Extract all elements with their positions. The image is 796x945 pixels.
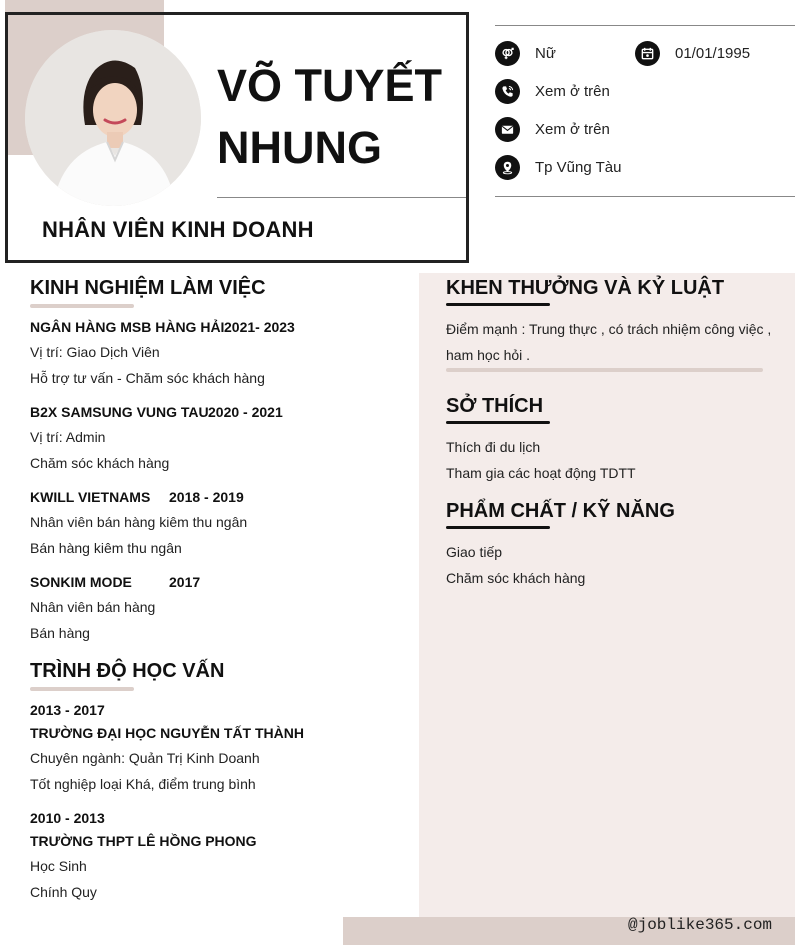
phone-row [495,79,610,104]
awards-title: KHEN THƯỞNG VÀ KỶ LUẬT [446,277,725,299]
skill-item: Chăm sóc khách hàng [446,570,586,586]
gender-row [495,41,556,66]
awards-text: Điểm mạnh : Trung thực , có trách nhiệm công việc , ham học hỏi . [446,321,772,363]
hobbies-title-underline [446,421,550,424]
email-row [495,117,610,142]
info-divider-bottom [495,196,795,197]
exp-company: B2X SAMSUNG VUNG TAU [30,404,209,420]
location-icon [495,155,520,180]
education-title: TRÌNH ĐỘ HỌC VẤN [30,660,225,682]
gender-icon [495,41,520,66]
name-divider [217,197,466,198]
exp-company: NGÂN HÀNG MSB HÀNG HẢI [30,319,225,335]
exp-period: 2017 [169,574,201,590]
email-value: Xem ở trên [535,121,610,138]
hobby-item: Tham gia các hoạt động TDTT [446,465,636,481]
exp-line: Bán hàng [30,625,90,641]
email-icon [495,117,520,142]
exp-line: Nhân viên bán hàng [30,599,156,615]
edu-line: Học Sinh [30,858,87,874]
phone-icon [495,79,520,104]
exp-period: 2018 - 2019 [169,489,244,505]
edu-school: TRƯỜNG ĐẠI HỌC NGUYỄN TẤT THÀNH [30,725,304,741]
skills-title-underline [446,526,550,529]
candidate-name-line1: VÕ TUYẾT [217,60,443,111]
awards-divider [446,368,763,372]
watermark: @joblike365.com [628,916,773,934]
calendar-icon [635,41,660,66]
hobbies-title: SỞ THÍCH [446,395,544,417]
birthday-value: 01/01/1995 [675,45,751,62]
hobby-item: Thích đi du lịch [446,439,541,455]
exp-line: Nhân viên bán hàng kiêm thu ngân [30,514,248,530]
exp-line: Vị trí: Admin [30,429,106,445]
avatar [25,30,201,206]
exp-line: Vị trí: Giao Dịch Viên [30,344,160,360]
exp-period: 2021- 2023 [224,319,295,335]
birthday-row [635,41,750,66]
education-title-underline [30,687,134,691]
awards-title-underline [446,303,550,306]
job-title: NHÂN VIÊN KINH DOANH [42,217,314,242]
edu-school: TRƯỜNG THPT LÊ HỒNG PHONG [30,833,257,849]
edu-line: Chính Quy [30,884,97,900]
candidate-name [217,55,462,179]
exp-period: 2020 - 2021 [208,404,283,420]
edu-line: Tốt nghiệp loại Khá, điểm trung bình [30,776,256,792]
skills-title: PHẨM CHẤT / KỸ NĂNG [446,500,675,522]
gender-value: Nữ [535,45,556,62]
exp-company: SONKIM MODE [30,574,132,590]
right-panel [419,273,795,945]
experience-title-underline [30,304,134,308]
info-divider-top [495,25,795,26]
skill-item: Giao tiếp [446,544,503,560]
experience-title: KINH NGHIỆM LÀM VIỆC [30,277,266,299]
candidate-name-line2: NHUNG [217,122,382,173]
edu-line: Chuyên ngành: Quản Trị Kinh Doanh [30,750,260,766]
edu-period: 2013 - 2017 [30,702,105,718]
exp-company: KWILL VIETNAMS [30,489,151,505]
phone-value: Xem ở trên [535,83,610,100]
exp-line: Chăm sóc khách hàng [30,455,170,471]
exp-line: Bán hàng kiêm thu ngân [30,540,182,556]
exp-line: Hỗ trợ tư vấn - Chăm sóc khách hàng [30,370,265,386]
edu-period: 2010 - 2013 [30,810,105,826]
location-row [495,155,621,180]
location-value: Tp Vũng Tàu [535,159,622,176]
